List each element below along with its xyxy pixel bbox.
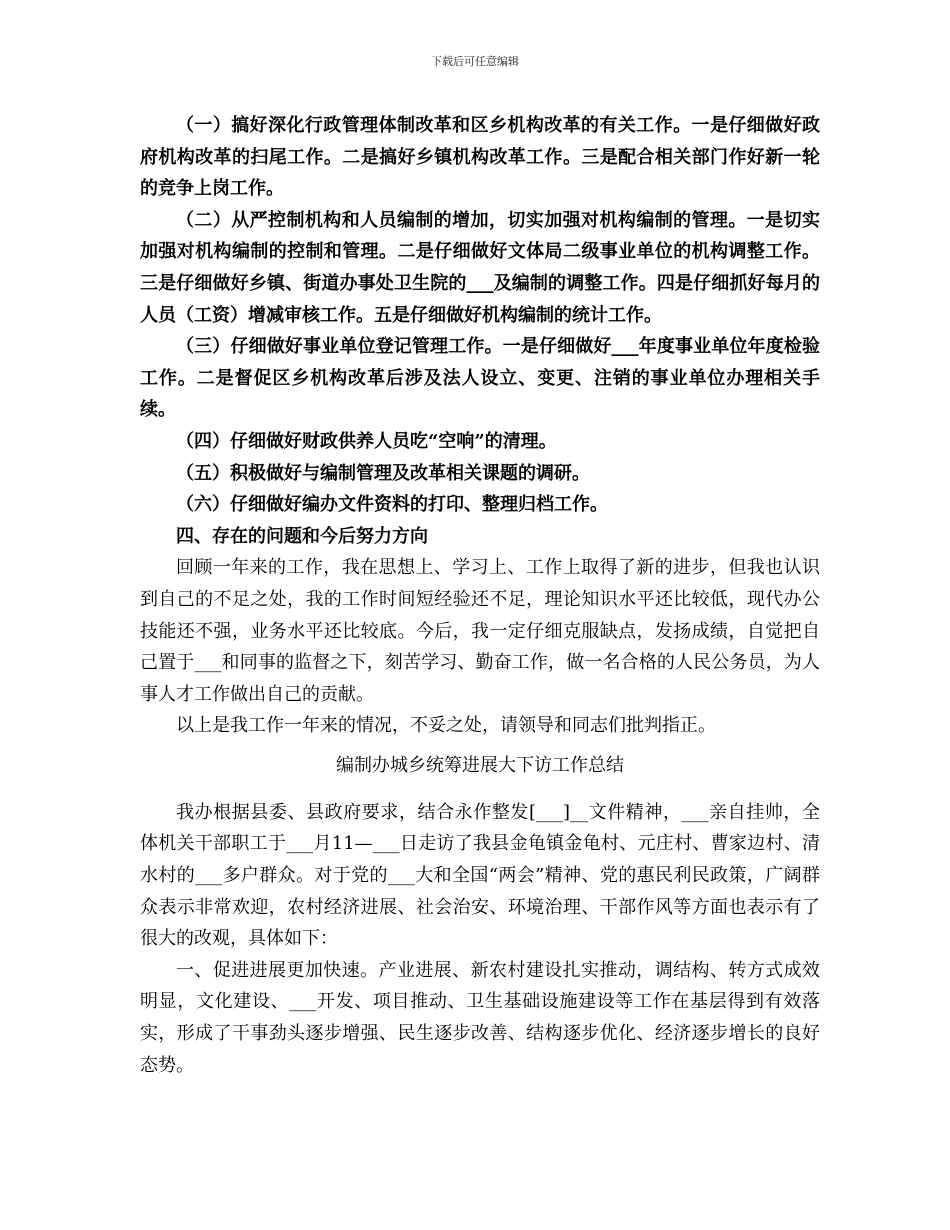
paragraph-review: 回顾一年来的工作，我在思想上、学习上、工作上取得了新的进步，但我也认识到自己的不足之处，我的工作时间短经验还不足，理论知识水平还比较低，现代办公技能还不强，业务水平还比较底。今后，我一定仔细克服缺点，发扬成绩，自觉把自己置于___和同事的监督之下，刻苦学习、勤奋工作，做一名合格的人民公务员，为人事人才工作做出自己的贡献。 xyxy=(140,557,820,705)
paragraph-intro: 我办根据县委、县政府要求，结合永作整发[___]__文件精神，___亲自挂帅，全体机关干部职工于___月11—___日走访了我县金龟镇金龟村、元庄村、曹家边村、清水村的___多户群众。对于党的___大和全国“两会”精神、党的惠民利民政策，广阔群众表示非常欢迎，农村经济进展、社会治安、环境治理、干部作风等方面也表示有了很大的改观，具体如下： xyxy=(140,801,820,950)
page-header: 下载后可任意编辑 xyxy=(431,55,519,68)
paragraph-item-6: （六）仔细做好编办文件资料的打印、整理归档工作。 xyxy=(176,494,608,516)
paragraph-development: 一、促进进展更加快速。产业进展、新农村建设扎实推动，调结构、转方式成效明显，文化建设、___开发、项目推动、卫生基础设施建设等工作在基层得到有效落实，形成了干事劲头逐步增强、民生逐步改善、结构逐步优化、经济逐步增长的良好态势。 xyxy=(140,959,820,1076)
paragraph-item-3: （三）仔细做好事业单位登记管理工作。一是仔细做好___年度事业单位年度检验工作。二是督促区乡机构改革后涉及法人设立、变更、注销的事业单位办理相关手续。 xyxy=(140,336,820,421)
document-title: 编制办城乡统筹进展大下访工作总结 xyxy=(336,754,624,776)
paragraph-item-1: （一）搞好深化行政管理体制改革和区乡机构改革的有关工作。一是仔细做好政府机构改革的扫尾工作。二是搞好乡镇机构改革工作。三是配合相关部门作好新一轮的竞争上岗工作。 xyxy=(140,115,820,200)
paragraph-item-5: （五）积极做好与编制管理及改革相关课题的调研。 xyxy=(176,462,590,484)
section-heading-problems: 四、存在的问题和今后努力方向 xyxy=(176,525,428,547)
paragraph-closing: 以上是我工作一年来的情况，不妥之处，请领导和同志们批判指正。 xyxy=(176,715,716,737)
paragraph-item-2: （二）从严控制机构和人员编制的增加，切实加强对机构编制的管理。一是切实加强对机构编制的控制和管理。二是仔细做好文体局二级事业单位的机构调整工作。三是仔细做好乡镇、街道办事处卫生院的___及编制的调整工作。四是仔细抓好每月的人员（工资）增减审核工作。五是仔细做好机构编制的统计工作。 xyxy=(140,209,820,326)
paragraph-item-4: （四）仔细做好财政供养人员吃“空响”的清理。 xyxy=(176,430,557,452)
document-body xyxy=(140,110,820,1081)
